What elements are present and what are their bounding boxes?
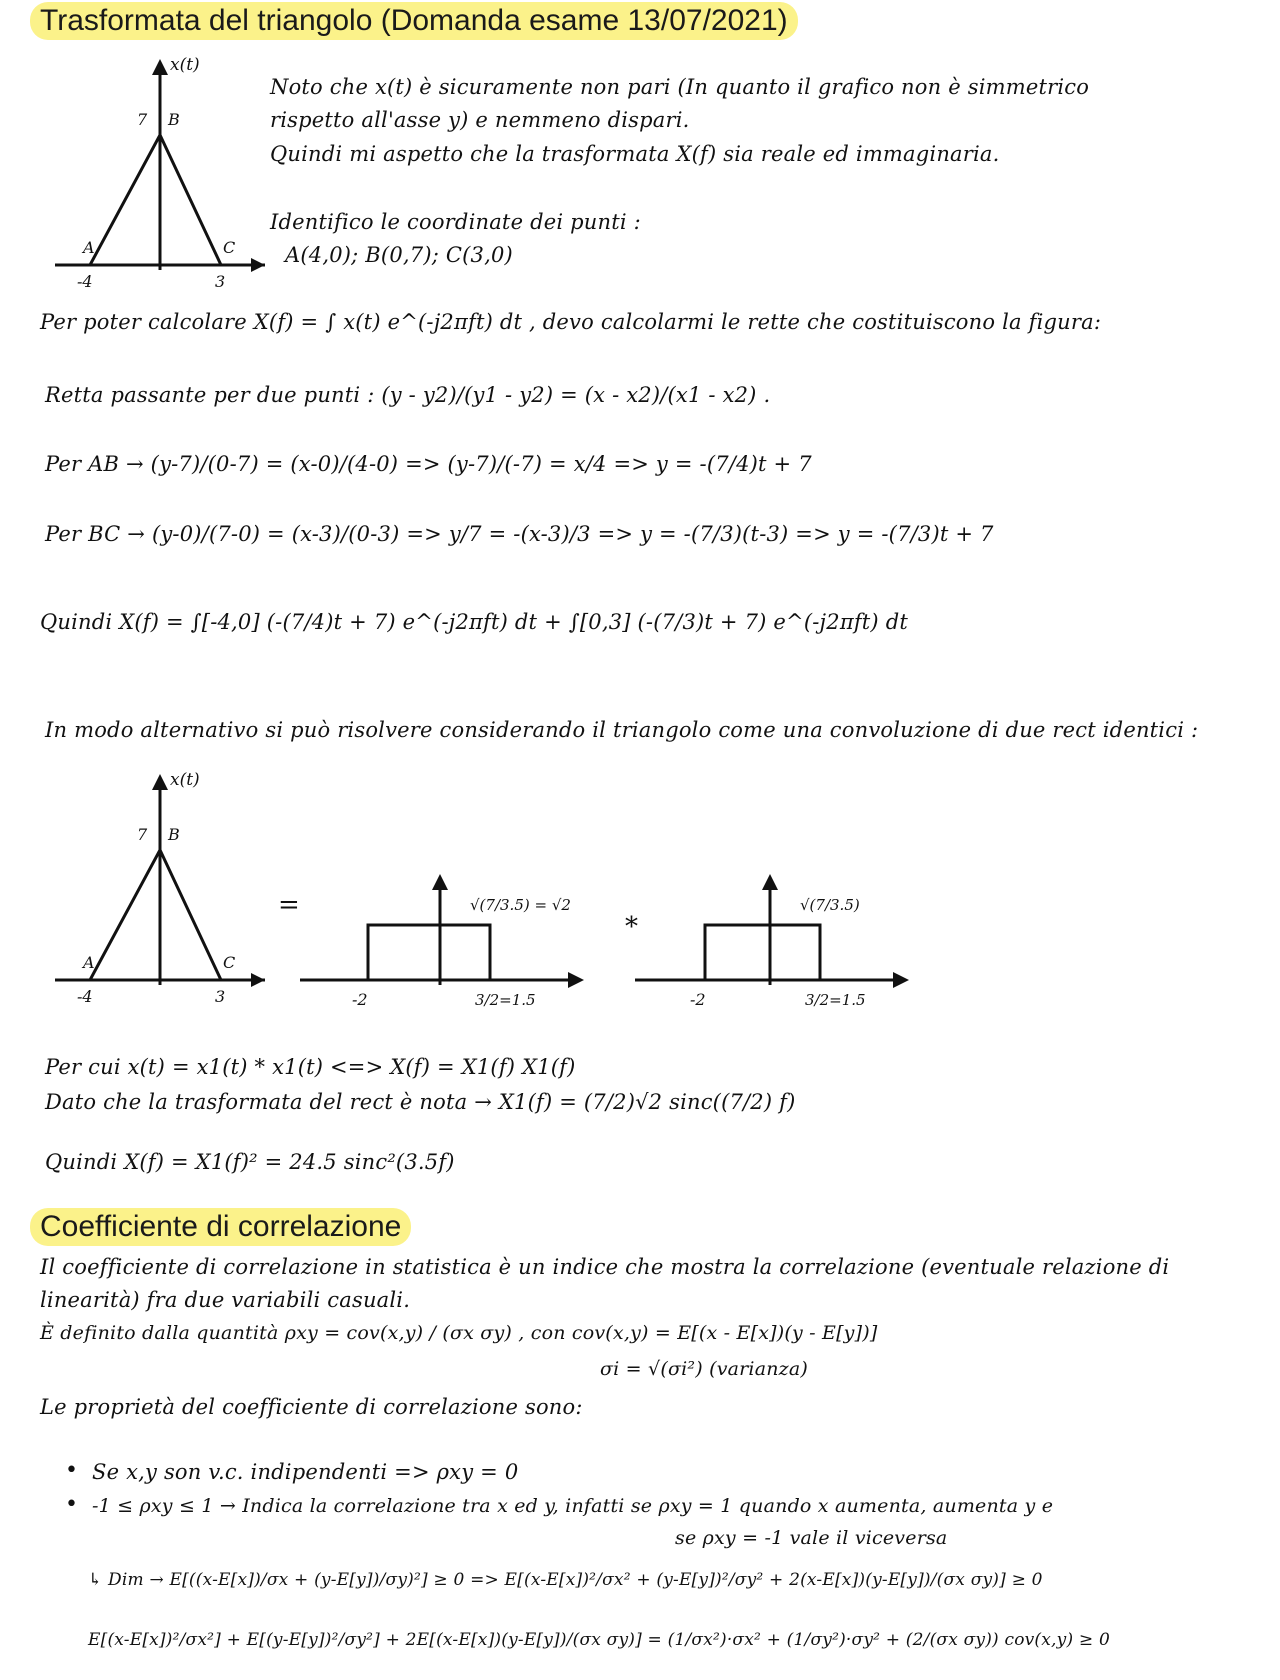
rect1-left-tick: -2 (352, 990, 368, 1009)
triangle-point-c: C (223, 238, 236, 257)
convolution-star: * (625, 912, 639, 942)
triangle2-point-a: A (83, 953, 95, 972)
rect2-left-tick: -2 (690, 990, 706, 1009)
triangle2-point-c: C (223, 953, 236, 972)
triangle-point-a: A (83, 238, 95, 257)
text-line-20: Se x,y son v.c. indipendenti => ρxy = 0 (92, 1460, 519, 1484)
triangle-plot-1 (55, 55, 275, 295)
section-title-triangle: Trasformata del triangolo (Domanda esame 13/07/2021) (30, 2, 798, 40)
triangle-point-b: B (168, 110, 180, 129)
text-line-17: È definito dalla quantità ρxy = cov(x,y) / (σx σy) , con cov(x,y) = E[(x - E[x])(y - E[y])] (40, 1322, 878, 1344)
triangle2-point-b: B (168, 825, 180, 844)
text-line-24: E[(x-E[x])²/σx²] + E[(y-E[y])²/σy²] + 2E[(x-E[x])(y-E[y])/(σx σy)] = (1/σx²)·σx² + (1/σy²)·σy² + (2/(σx σy)) cov(x,y) ≥ 0 (88, 1630, 1110, 1650)
text-line-14: Quindi X(f) = X1(f)² = 24.5 sinc²(3.5f) (45, 1150, 455, 1174)
text-line-12: Per cui x(t) = x1(t) * x1(t) <=> X(f) = X1(f) X1(f) (45, 1055, 576, 1079)
text-line-4: Identifico le coordinate dei punti : (270, 210, 641, 234)
triangle-right-tick: 3 (215, 272, 226, 291)
triangle-plot-2 (55, 770, 275, 1010)
text-line-1: Noto che x(t) è sicuramente non pari (In quanto il grafico non è simmetrico (270, 75, 1090, 99)
triangle2-right-tick: 3 (215, 987, 226, 1006)
bullet-2: • (65, 1492, 78, 1517)
text-line-16: linearità) fra due variabili casuali. (40, 1288, 411, 1312)
triangle-height-label: 7 (137, 110, 148, 129)
rect-plot-1 (300, 870, 590, 1015)
text-line-21: -1 ≤ ρxy ≤ 1 → Indica la correlazione tra x ed y, infatti se ρxy = 1 quando x aumenta, aumenta y e (92, 1495, 1054, 1517)
triangle-axis-label: x(t) (170, 55, 200, 75)
text-line-15: Il coefficiente di correlazione in statistica è un indice che mostra la correlazione (eventuale relazione di (40, 1255, 1170, 1279)
rect2-height-label: √(7/3.5) (800, 896, 860, 914)
text-line-6: Per poter calcolare X(f) = ∫ x(t) e^(-j2πft) dt , devo calcolarmi le rette che costituiscono la figura: (40, 310, 1102, 334)
text-line-8: Per AB → (y-7)/(0-7) = (x-0)/(4-0) => (y-7)/(-7) = x/4 => y = -(7/4)t + 7 (45, 452, 812, 476)
section-title-correlation: Coefficiente di correlazione (30, 1208, 411, 1246)
text-line-23: ↳ Dim → E[((x-E[x])/σx + (y-E[y])/σy)²] ≥ 0 => E[(x-E[x])²/σx² + (y-E[y])²/σy² + 2(x-E[x])(y-E[y])/(σx σy)] ≥ 0 (88, 1570, 1043, 1590)
text-line-18: σi = √(σi²) (varianza) (600, 1358, 809, 1380)
text-line-22: se ρxy = -1 vale il viceversa (675, 1527, 948, 1549)
rect-plot-2 (635, 870, 925, 1015)
text-line-3: Quindi mi aspetto che la trasformata X(f) sia reale ed immaginaria. (270, 142, 1000, 166)
triangle-left-tick: -4 (77, 272, 93, 291)
triangle2-left-tick: -4 (77, 987, 93, 1006)
text-line-11: In modo alternativo si può risolvere considerando il triangolo come una convoluzione di due rect identici : (45, 718, 1199, 742)
text-line-9: Per BC → (y-0)/(7-0) = (x-3)/(0-3) => y/7 = -(x-3)/3 => y = -(7/3)(t-3) => y = -(7/3)t + 7 (45, 522, 994, 546)
bullet-1: • (65, 1458, 78, 1483)
rect1-height-label: √(7/3.5) = √2 (470, 896, 571, 914)
text-line-13: Dato che la trasformata del rect è nota → X1(f) = (7/2)√2 sinc((7/2) f) (45, 1090, 796, 1114)
triangle2-height-label: 7 (137, 825, 148, 844)
equals-sign: = (278, 890, 300, 920)
text-line-5: A(4,0); B(0,7); C(3,0) (285, 243, 513, 267)
text-line-7: Retta passante per due punti : (y - y2)/(y1 - y2) = (x - x2)/(x1 - x2) . (45, 383, 771, 407)
rect1-right-tick: 3/2=1.5 (475, 991, 536, 1009)
rect2-right-tick: 3/2=1.5 (805, 991, 866, 1009)
text-line-19: Le proprietà del coefficiente di correlazione sono: (40, 1395, 583, 1419)
text-line-10: Quindi X(f) = ∫[-4,0] (-(7/4)t + 7) e^(-j2πft) dt + ∫[0,3] (-(7/3)t + 7) e^(-j2πft) dt (40, 610, 908, 634)
text-line-2: rispetto all'asse y) e nemmeno dispari. (270, 108, 690, 132)
triangle2-axis-label: x(t) (170, 770, 200, 790)
